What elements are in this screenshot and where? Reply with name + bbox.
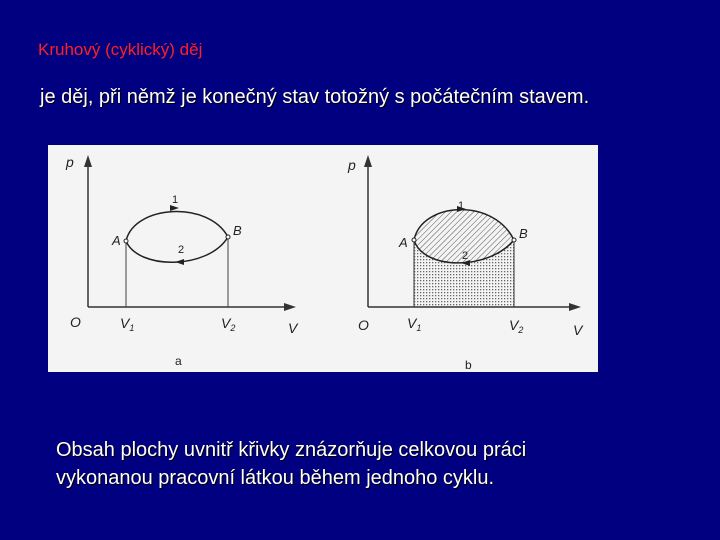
v2-label-b: $V_2$ xyxy=(509,317,524,335)
panel-b xyxy=(347,155,584,372)
path-2-arrow-a xyxy=(175,259,184,265)
pv-diagram-figure xyxy=(48,145,598,372)
point-a-label-a: A xyxy=(112,233,121,248)
v1-label-b: $V_1$ xyxy=(407,315,422,333)
y-axis-label-b: p xyxy=(348,157,356,173)
x-axis-label-b: V xyxy=(573,322,583,338)
slide-subtitle: je děj, při němž je konečný stav totožný s počátečním stavem. xyxy=(40,86,590,108)
path-2-label-a: 2 xyxy=(178,244,185,256)
v2-label-a: $V_2$ xyxy=(221,315,236,333)
panel-label-b: b xyxy=(465,358,472,372)
y-axis-label-a: p xyxy=(66,154,74,170)
x-axis-label-a: V xyxy=(288,320,298,336)
origin-label-b: O xyxy=(358,317,369,333)
path-1-label-b: 1 xyxy=(458,200,465,212)
y-axis-arrow-b xyxy=(364,155,372,167)
x-axis-arrow-b xyxy=(569,303,581,311)
v1-label-a: $V_1$ xyxy=(120,315,135,333)
point-a-dot-b xyxy=(412,238,416,242)
point-b-label-a: B xyxy=(233,223,242,238)
point-b-dot-b xyxy=(512,238,516,242)
path-1-label-a: 1 xyxy=(172,194,179,206)
path-2-a xyxy=(126,237,228,262)
caption xyxy=(56,436,526,492)
point-a-dot-a xyxy=(124,239,128,243)
panel-a xyxy=(65,154,299,368)
path-2-label-b: 2 xyxy=(462,250,469,262)
point-a-label-b: A xyxy=(399,235,408,250)
caption-line-1: Obsah plochy uvnitř křivky znázorňuje celkovou práci xyxy=(56,439,527,461)
point-b-label-b: B xyxy=(519,226,528,241)
point-b-dot-a xyxy=(226,235,230,239)
panel-label-a: a xyxy=(175,354,182,368)
caption-line-2: vykonanou pracovní látkou během jednoho cyklu. xyxy=(56,467,495,489)
origin-label-a: O xyxy=(70,314,81,330)
pv-diagram-svg xyxy=(48,145,598,372)
x-axis-arrow-a xyxy=(284,303,296,311)
slide-title: Kruhový (cyklický) děj xyxy=(38,40,203,59)
path-1-a xyxy=(126,212,228,241)
y-axis-arrow-a xyxy=(84,155,92,167)
